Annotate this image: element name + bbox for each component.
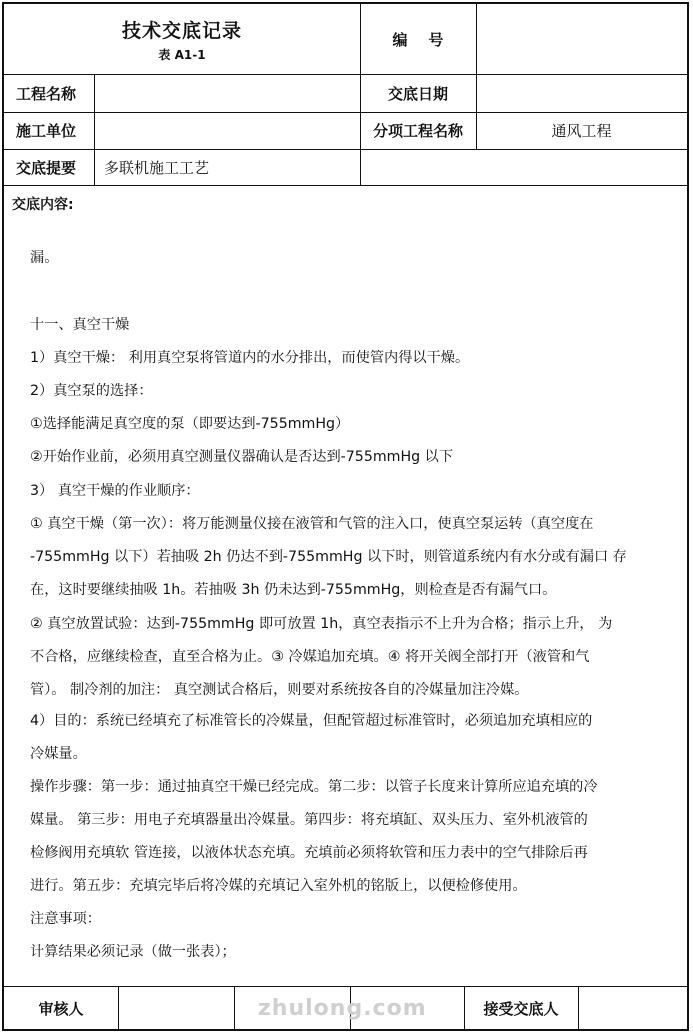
content-line: 进行。第五步：充填完毕后将冷媒的充填记入室外机的铭版上，以便检修使用。 bbox=[30, 878, 527, 894]
content-line: 冷媒量。 bbox=[30, 746, 87, 762]
unit-value[interactable] bbox=[94, 112, 360, 149]
project-name-value[interactable] bbox=[94, 74, 360, 112]
technical-disclosure-form bbox=[2, 2, 689, 1031]
content-line: 4）目的：系统已经填充了标准管长的冷媒量，但配管超过标准管时，必须追加充填相应的 bbox=[30, 713, 593, 729]
rule-row-3-bottom bbox=[4, 185, 687, 186]
sub-project-value[interactable]: 通风工程 bbox=[551, 122, 612, 140]
content-label: 交底内容: bbox=[12, 197, 74, 213]
content-line: 十一、真空干燥 bbox=[30, 317, 130, 333]
content-line: ① 真空干燥（第一次）：将万能测量仪接在液管和气管的注入口，使真空泵运转（真空度在 bbox=[30, 516, 594, 532]
form-title-block bbox=[4, 4, 360, 74]
content-line: 管）。 制冷剂的加注： 真空测试合格后，则要对系统按各自的冷媒量加注冷媒。 bbox=[30, 682, 529, 698]
number-label: 编 号 bbox=[392, 30, 444, 49]
content-line: ② 真空放置试验：达到-755mmHg 即可放置 1h，真空表指示不上升为合格；指示上升， 为 bbox=[30, 616, 613, 632]
content-line: ②开始作业前，必须用真空测量仪器确认是否达到-755mmHg 以下 bbox=[30, 449, 454, 465]
rule-footer-2 bbox=[234, 986, 235, 1031]
content-line: 注意事项： bbox=[30, 911, 101, 927]
sub-project-label: 分项工程名称 bbox=[372, 122, 463, 140]
content-line: 3） 真空干燥的作业顺序： bbox=[30, 483, 200, 499]
reviewer-label: 审核人 bbox=[38, 1000, 84, 1018]
date-value[interactable] bbox=[476, 74, 687, 112]
summary-value[interactable]: 多联机施工工艺 bbox=[104, 158, 210, 177]
reviewer-value[interactable] bbox=[118, 986, 234, 1031]
content-line: 操作步骤：第一步：通过抽真空干燥已经完成。第二步：以管子长度来计算所应追充填的冷 bbox=[30, 779, 598, 795]
content-line: 漏。 bbox=[30, 250, 59, 266]
content-line: -755mmHg 以下）若抽吸 2h 仍达不到-755mmHg 以下时，则管道系统内有水分或有漏口 存 bbox=[30, 549, 627, 565]
content-line: ①选择能满足真空度的泵（即要达到-755mmHg） bbox=[30, 416, 350, 432]
receiver-value[interactable] bbox=[578, 986, 687, 1031]
content-line: 在，这时要继续抽吸 1h。若抽吸 3h 仍未达到-755mmHg，则检查是否有漏气口。 bbox=[30, 582, 557, 598]
content-line: 1）真空干燥： 利用真空泵将管道内的水分排出，而使管内得以干燥。 bbox=[30, 350, 470, 366]
receiver-label: 接受交底人 bbox=[483, 1000, 559, 1018]
summary-label: 交底提要 bbox=[16, 158, 77, 177]
watermark: zhulong.com bbox=[258, 996, 427, 1021]
form-title: 技术交底记录 bbox=[121, 19, 242, 42]
date-label: 交底日期 bbox=[387, 84, 448, 103]
content-line: 不合格，应继续检查，直至合格为止。③ 冷媒追加充填。④ 将开关阀全部打开（液管和气 bbox=[30, 649, 590, 665]
content-line: 计算结果必须记录（做一张表）； bbox=[30, 944, 236, 960]
form-code: 表 A1-1 bbox=[158, 47, 206, 62]
content-line: 检修阀用充填软 管连接，以液体状态充填。充填前必须将软管和压力表中的空气排除后再 bbox=[30, 845, 588, 861]
content-line: 媒量。 第三步：用电子充填器量出冷媒量。第四步：将充填缸、双头压力、室外机液管的 bbox=[30, 812, 588, 828]
project-name-label: 工程名称 bbox=[16, 84, 77, 103]
unit-label: 施工单位 bbox=[16, 122, 77, 140]
content-line: 2）真空泵的选择： bbox=[30, 383, 153, 399]
number-value[interactable] bbox=[476, 4, 687, 74]
